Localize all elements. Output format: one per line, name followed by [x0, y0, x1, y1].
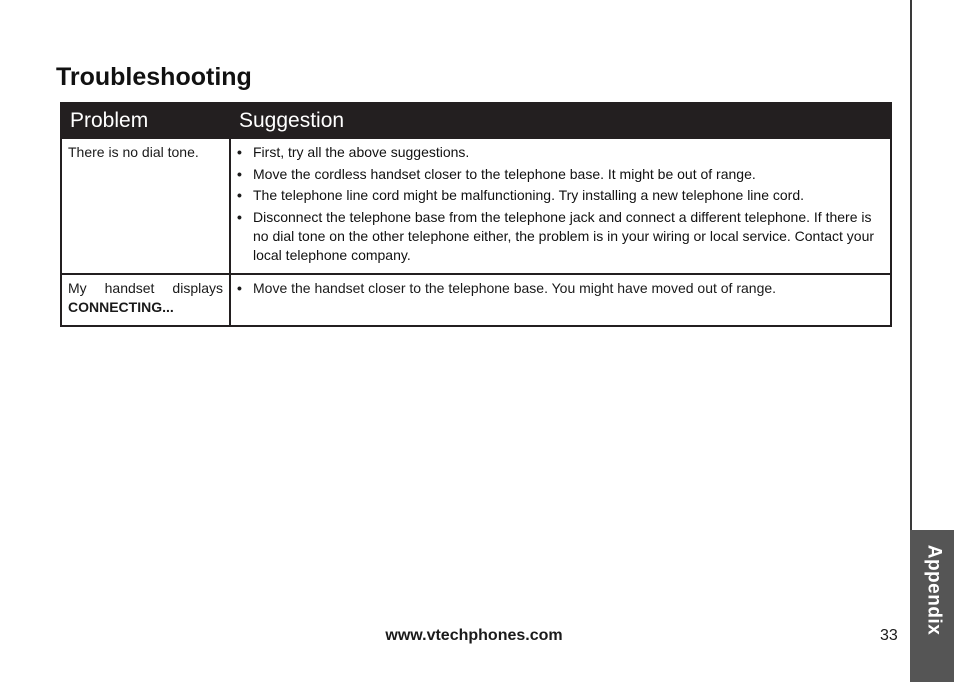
suggestion-text: Move the cordless handset closer to the telephone base. It might be out of range.: [253, 165, 756, 182]
side-divider: [910, 0, 912, 530]
problem-text: There is no dial tone.: [68, 144, 199, 160]
suggestion-text: First, try all the above suggestions.: [253, 144, 470, 160]
header-suggestion: Suggestion: [230, 103, 891, 138]
table-header-row: [61, 103, 891, 138]
suggestion-cell: [230, 138, 891, 274]
side-tab-label: Appendix: [923, 544, 944, 636]
suggestion-item: [237, 165, 884, 184]
table-row: [61, 274, 891, 326]
suggestion-list: [237, 143, 884, 265]
bullet-icon: •: [237, 144, 242, 160]
suggestion-item: [237, 143, 884, 162]
problem-text: My handset displays: [68, 280, 223, 296]
suggestion-item: [237, 208, 884, 265]
suggestion-text: Disconnect the telephone base from the telephone jack and connect a different telephone. If there is no dial tone on the other telephone either, the problem is in your wiring or local service. Contact your local telephone company.: [253, 208, 875, 263]
footer-website: www.vtechphones.com: [385, 627, 563, 644]
suggestion-item: [237, 279, 884, 298]
bullet-icon: •: [237, 165, 242, 182]
table-row: [61, 138, 891, 274]
page-title: Troubleshooting: [56, 63, 252, 91]
problem-cell: [61, 274, 230, 326]
bullet-icon: •: [237, 280, 242, 296]
troubleshooting-table: [60, 102, 892, 327]
suggestion-cell: [230, 274, 891, 326]
header-problem: Problem: [61, 103, 230, 138]
page-number: 33: [880, 627, 898, 644]
problem-display-text: CONNECTING...: [68, 299, 174, 315]
suggestion-text: The telephone line cord might be malfunctioning. Try installing a new telephone line cord.: [253, 187, 804, 203]
appendix-side-tab: [910, 530, 954, 682]
suggestion-list: [237, 279, 884, 298]
bullet-icon: •: [237, 208, 242, 225]
suggestion-item: [237, 186, 884, 205]
suggestion-text: Move the handset closer to the telephone base. You might have moved out of range.: [253, 280, 777, 296]
problem-cell: [61, 138, 230, 274]
bullet-icon: •: [237, 187, 242, 203]
